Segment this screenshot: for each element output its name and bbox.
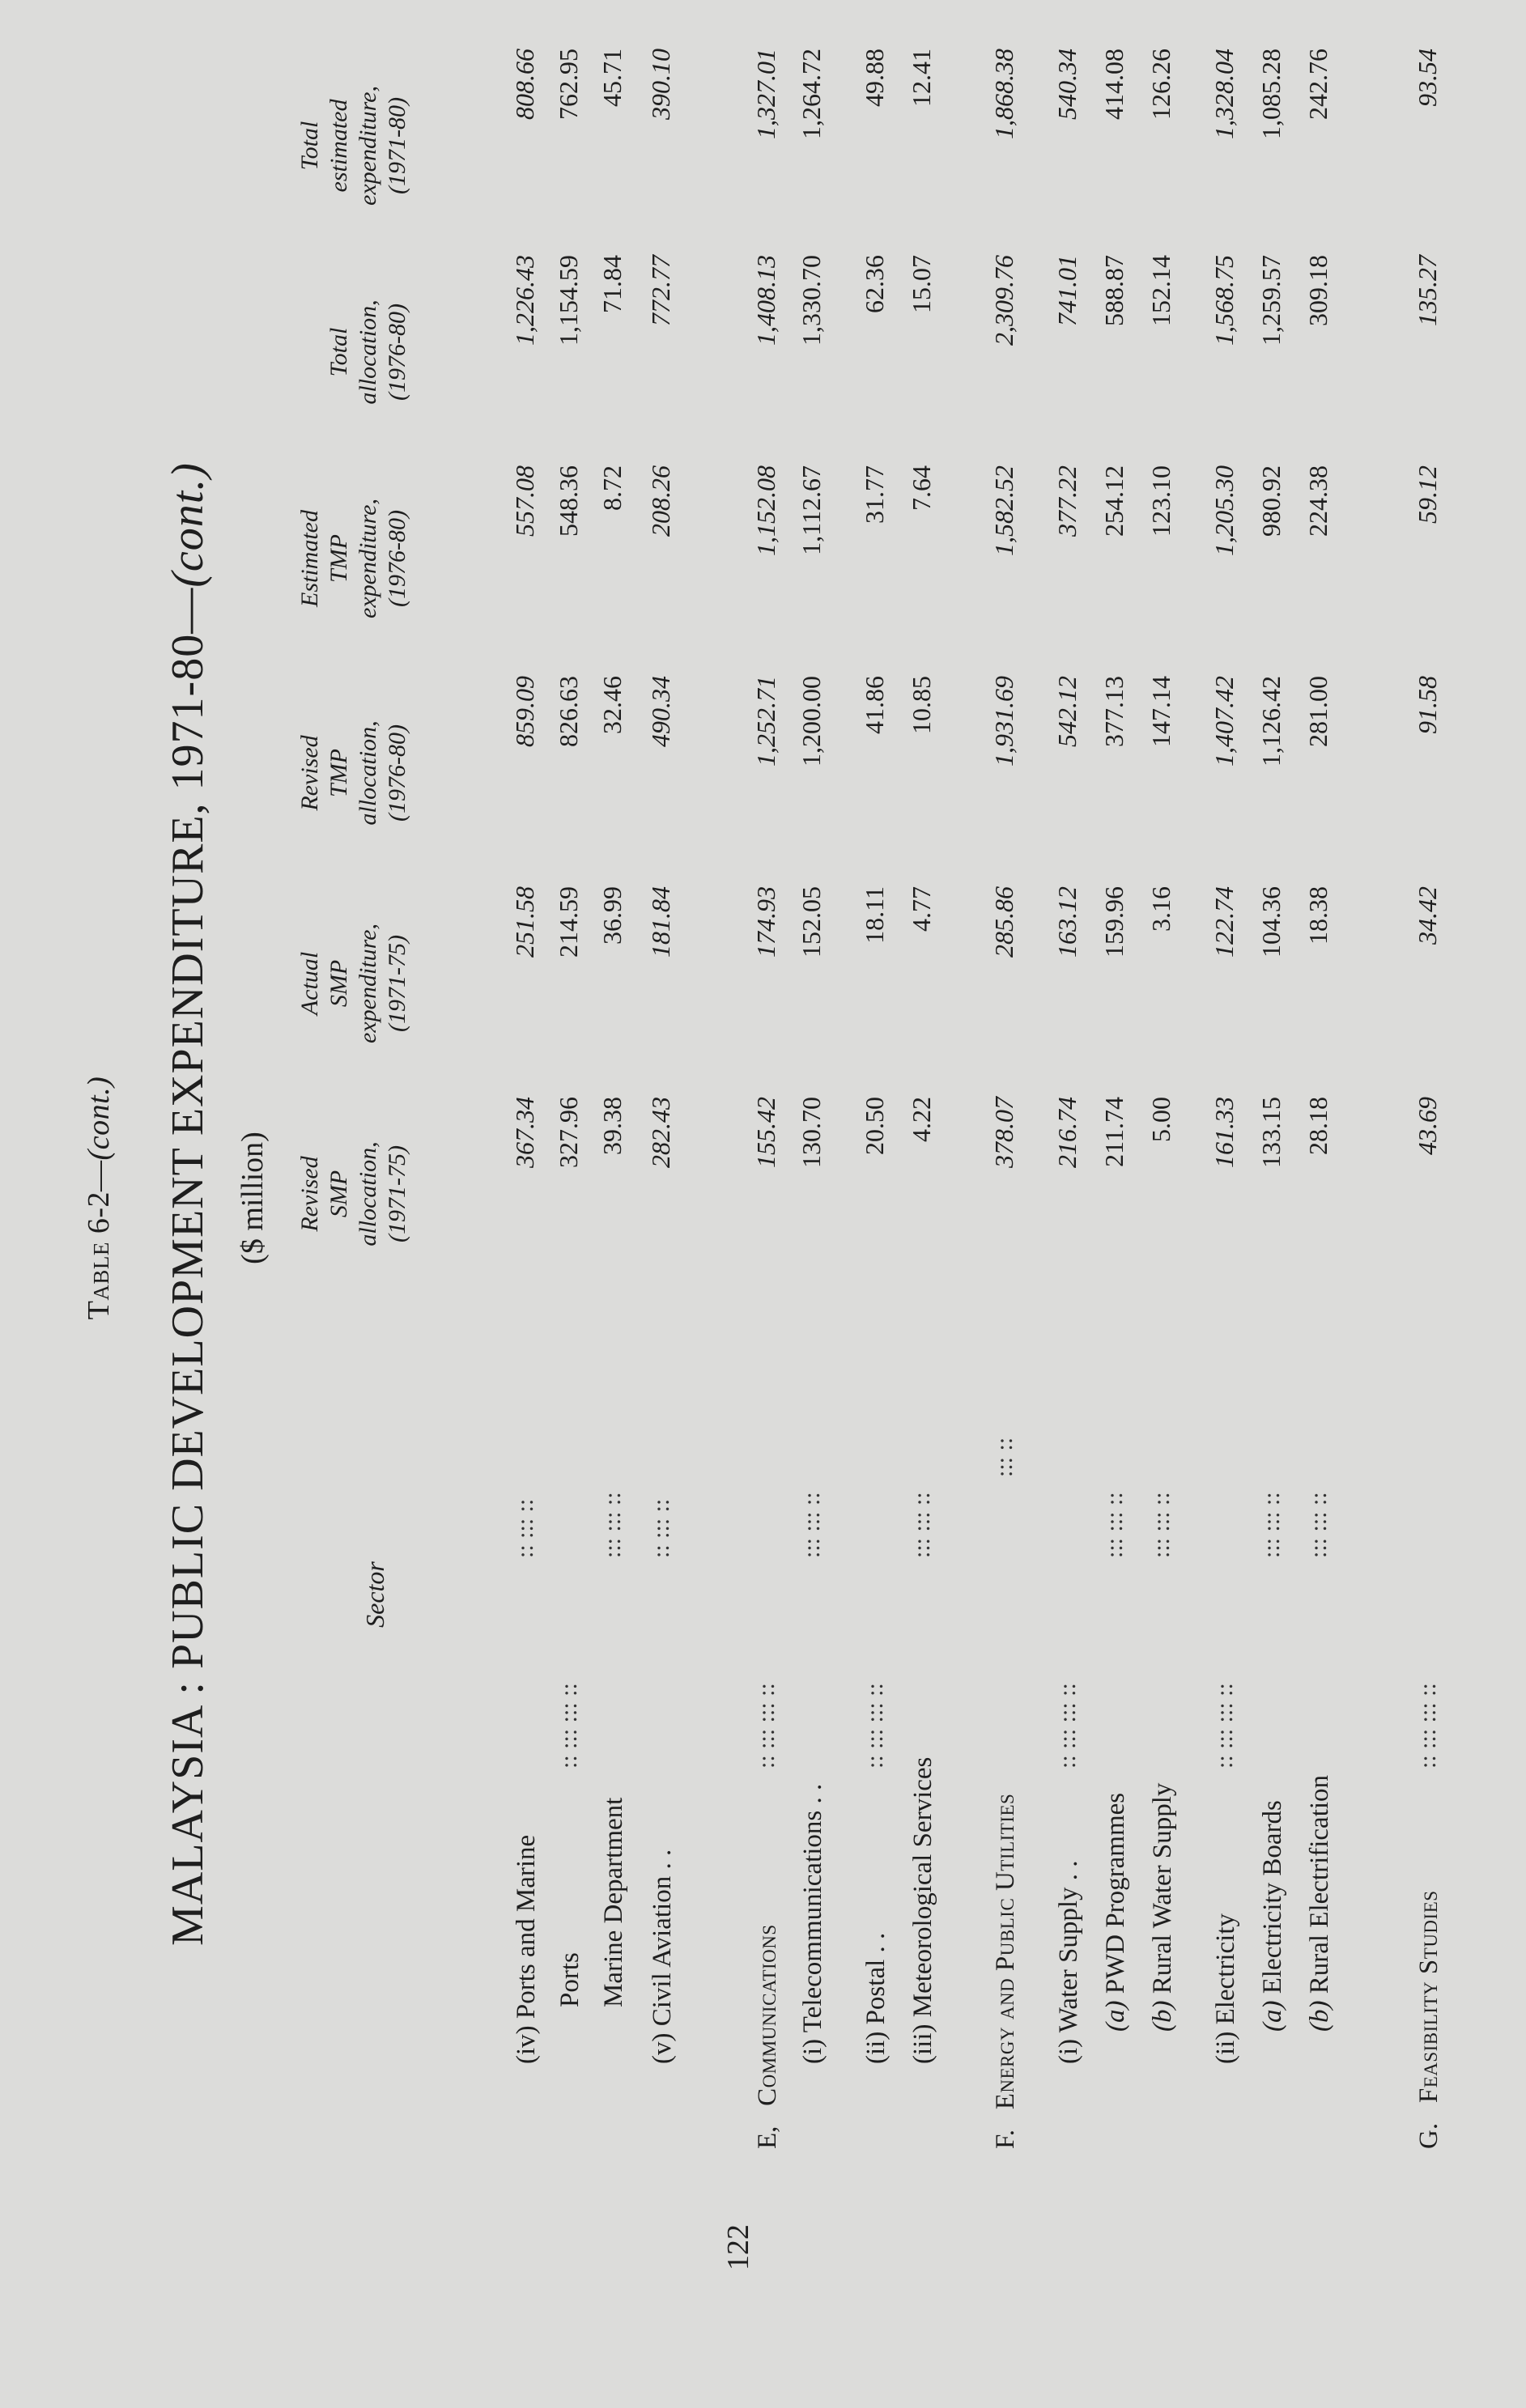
column-header-line: Total: [325, 327, 352, 377]
column-header-line: Actual: [296, 951, 323, 1016]
column-header-line: expenditure,: [355, 86, 381, 206]
cell-value: 147.14: [1146, 676, 1175, 747]
cell-value: 826.63: [554, 676, 583, 747]
cell-value: 980.92: [1256, 465, 1286, 537]
cell-value: 174.93: [751, 886, 780, 958]
cell-value: 163.12: [1052, 886, 1082, 958]
column-header-line: (1971-75): [384, 1145, 410, 1242]
cell-value: 859.09: [510, 676, 539, 747]
cell-value: 1,205.30: [1209, 465, 1239, 556]
cell-value: 45.71: [597, 49, 627, 107]
cell-value: 414.08: [1099, 49, 1129, 120]
cell-value: 282.43: [646, 1097, 675, 1168]
row-name: Electricity: [1211, 1913, 1240, 2025]
cell-value: 1,252.71: [751, 676, 780, 767]
cell-value: 135.27: [1413, 255, 1442, 326]
column-header-line: TMP: [325, 534, 352, 583]
leader-dots: ::: ::: ::: [908, 1492, 935, 1558]
row-prefix: (ii): [861, 2031, 891, 2064]
column-header-line: estimated: [325, 99, 352, 193]
cell-value: 181.84: [646, 886, 675, 958]
row-prefix: (b): [1305, 2000, 1334, 2032]
title-text: MALAYSIA : PUBLIC DEVELOPMENT EXPENDITURE, 1971-80—: [163, 587, 213, 1946]
cell-value: 126.26: [1146, 49, 1175, 120]
column-header-sector: Sector: [360, 1561, 389, 1628]
cell-value: 133.15: [1256, 1097, 1286, 1168]
cell-value: 540.34: [1052, 49, 1082, 120]
row-name: Meteorological Services: [908, 1756, 937, 2018]
unit-label: ($ million): [236, 1132, 270, 1264]
cell-value: 1,264.72: [797, 49, 826, 139]
row-label: [860, 1933, 892, 2064]
leader-dots: :: ::: ::: [512, 1498, 538, 1558]
column-header-line: Estimated: [296, 510, 323, 607]
cell-value: 123.10: [1146, 465, 1175, 537]
leader-dots: ::: ::: ::: [1101, 1492, 1128, 1558]
row-prefix: (b): [1148, 2000, 1177, 2032]
cell-value: 242.76: [1303, 49, 1333, 120]
cell-value: 18.11: [860, 886, 889, 944]
column-header-line: Total: [296, 121, 323, 171]
cell-value: 772.77: [646, 255, 675, 326]
cell-value: 1,408.13: [751, 255, 780, 346]
row-name: Water Supply . .: [1054, 1860, 1083, 2033]
cell-value: 155.42: [751, 1097, 780, 1168]
leader-dots: ::: ::: ::: [1305, 1492, 1332, 1558]
cell-value: 4.77: [907, 886, 936, 932]
column-header-total-allocation: [325, 255, 412, 449]
cell-value: 91.58: [1413, 676, 1442, 734]
cell-value: 327.96: [554, 1097, 583, 1168]
cell-value: 1,868.38: [989, 49, 1018, 139]
leader-dots: :: ::: ::: ::: [1414, 1683, 1441, 1769]
cell-value: 104.36: [1256, 886, 1286, 958]
row-label: [1052, 1860, 1085, 2064]
cell-value: 285.86: [989, 886, 1018, 958]
row-prefix: E,: [753, 2126, 782, 2149]
row-label: [554, 1952, 586, 2007]
cell-value: 557.08: [510, 465, 539, 537]
leader-dots: ::: ::: ::: [1258, 1492, 1285, 1558]
cell-value: 378.07: [989, 1097, 1018, 1168]
cell-value: 548.36: [554, 465, 583, 537]
cell-value: 490.34: [646, 676, 675, 747]
row-name: Ports and Marine: [512, 1834, 541, 2019]
cell-value: 377.22: [1052, 465, 1082, 537]
cell-value: 36.99: [597, 886, 627, 945]
cell-value: 309.18: [1303, 255, 1333, 326]
cell-value: 2,309.76: [989, 255, 1018, 346]
cell-value: 10.85: [907, 676, 936, 734]
cell-value: 1,085.28: [1256, 49, 1286, 139]
cell-value: 5.00: [1146, 1097, 1175, 1142]
column-header-line: (1976-80): [384, 304, 410, 401]
cell-value: 208.26: [646, 465, 675, 537]
column-header-line: TMP: [325, 749, 352, 797]
column-header-line: expenditure,: [355, 499, 381, 618]
column-header-actual-smp: [295, 886, 412, 1081]
row-name: Communications: [753, 1924, 782, 2106]
row-name: Energy and Public Utilities: [991, 1793, 1020, 2110]
cell-value: 7.64: [907, 465, 936, 511]
column-header-line: Revised: [296, 735, 323, 811]
cell-value: 1,330.70: [797, 255, 826, 346]
leader-dots: ::: ::: ::: [798, 1492, 825, 1558]
cell-value: 39.38: [597, 1097, 627, 1155]
cell-value: 251.58: [510, 886, 539, 958]
cell-value: 41.86: [860, 676, 889, 734]
column-header-revised-tmp: [295, 676, 412, 870]
column-header-line: Revised: [296, 1156, 323, 1232]
cell-value: 1,112.67: [797, 465, 826, 555]
column-header-line: (1976-80): [384, 724, 410, 822]
leader-dots: ::: ::: ::: [1148, 1492, 1175, 1558]
cell-value: 8.72: [597, 465, 627, 511]
cell-value: 122.74: [1209, 886, 1239, 958]
cell-value: 1,226.43: [510, 255, 539, 346]
table-number: 6-2—: [82, 1160, 116, 1242]
row-prefix: F.: [991, 2130, 1020, 2149]
cell-value: 1,259.57: [1256, 255, 1286, 346]
leader-dots: :: ::: ::: ::: [861, 1683, 888, 1769]
row-label: [597, 1798, 630, 2007]
column-header-line: (1971-80): [384, 97, 410, 194]
cell-value: 3.16: [1146, 886, 1175, 932]
leader-dots: :: ::: ::: ::: [1054, 1683, 1081, 1769]
row-name: Civil Aviation . .: [648, 1849, 677, 2027]
cell-value: 1,931.69: [989, 676, 1018, 767]
title-cont: (cont.): [163, 462, 213, 588]
row-label: [1209, 1913, 1242, 2064]
cell-value: 367.34: [510, 1097, 539, 1168]
row-label: [510, 1835, 542, 2064]
row-name: Feasibility Studies: [1414, 1890, 1443, 2104]
cell-value: 1,152.08: [751, 465, 780, 556]
column-header-line: (1976-80): [384, 510, 410, 607]
column-header-line: SMP: [325, 959, 352, 1008]
cell-value: 59.12: [1413, 465, 1442, 524]
cell-value: 588.87: [1099, 255, 1129, 326]
cell-value: 93.54: [1413, 49, 1442, 107]
leader-dots: :: ::: ::: ::: [1211, 1683, 1238, 1769]
row-label: [1303, 1775, 1336, 2032]
cell-value: 808.66: [510, 49, 539, 120]
column-header-line: expenditure,: [355, 924, 381, 1043]
cell-value: 161.33: [1209, 1097, 1239, 1168]
cell-value: 377.13: [1099, 676, 1129, 747]
table-cont: (cont.): [82, 1076, 116, 1161]
cell-value: 20.50: [860, 1097, 889, 1155]
row-name: PWD Programmes: [1101, 1792, 1130, 1994]
row-prefix: (v): [648, 2032, 677, 2064]
row-name: Ports: [555, 1952, 584, 2007]
column-header-line: allocation,: [355, 299, 381, 405]
row-prefix: (a): [1101, 2000, 1130, 2032]
cell-value: 741.01: [1052, 255, 1082, 326]
column-header-total-estimated: [295, 45, 412, 247]
cell-value: 18.38: [1303, 886, 1333, 945]
row-label: [907, 1757, 939, 2064]
cell-value: 49.88: [860, 49, 889, 107]
row-name: Marine Department: [599, 1797, 628, 2007]
page-number: 122: [721, 2224, 755, 2270]
cell-value: 1,154.59: [554, 255, 583, 346]
row-label: [646, 1850, 678, 2064]
cell-value: 216.74: [1052, 1097, 1082, 1168]
row-label: [1146, 1783, 1179, 2032]
row-prefix: (i): [1054, 2038, 1083, 2064]
cell-value: 1,328.04: [1209, 49, 1239, 139]
page-title: [162, 0, 214, 2408]
table-word: Table: [82, 1242, 116, 1320]
cell-value: 224.38: [1303, 465, 1333, 537]
cell-value: 762.95: [554, 49, 583, 120]
cell-value: 71.84: [597, 255, 627, 313]
row-label: [1413, 1890, 1445, 2149]
row-prefix: (iii): [908, 2024, 937, 2064]
column-header-line: allocation,: [355, 1141, 381, 1246]
cell-value: 281.00: [1303, 676, 1333, 747]
row-prefix: (i): [798, 2038, 827, 2064]
cell-value: 32.46: [597, 676, 627, 734]
cell-value: 211.74: [1099, 1097, 1129, 1167]
cell-value: 130.70: [797, 1097, 826, 1168]
column-header-estimated-tmp: [295, 457, 412, 660]
cell-value: 1,200.00: [797, 676, 826, 767]
leader-dots: :: ::: ::: ::: [555, 1683, 582, 1769]
column-header-line: SMP: [325, 1170, 352, 1218]
row-prefix: (ii): [1211, 2031, 1240, 2064]
cell-value: 159.96: [1099, 886, 1129, 958]
row-label: [797, 1784, 829, 2064]
row-prefix: G.: [1414, 2122, 1443, 2149]
cell-value: 152.05: [797, 886, 826, 958]
column-header-revised-smp: [295, 1097, 412, 1291]
column-header-line: allocation,: [355, 720, 381, 826]
row-name: Electricity Boards: [1258, 1800, 1287, 1994]
cell-value: 390.10: [646, 49, 675, 120]
leader-dots: ::: ::: [991, 1437, 1018, 1477]
row-label: [1099, 1793, 1132, 2032]
cell-value: 4.22: [907, 1097, 936, 1142]
column-header-line: (1971-75): [384, 935, 410, 1032]
cell-value: 12.41: [907, 49, 936, 107]
row-name: Rural Water Supply: [1148, 1782, 1177, 1994]
leader-dots: :: ::: ::: ::: [753, 1683, 780, 1769]
leader-dots: ::: ::: ::: [599, 1492, 626, 1558]
cell-value: 254.12: [1099, 465, 1129, 537]
row-label: [1256, 1800, 1289, 2032]
row-name: Postal . .: [861, 1932, 891, 2025]
row-prefix: (a): [1258, 2000, 1287, 2032]
cell-value: 152.14: [1146, 255, 1175, 326]
row-prefix: (iv): [512, 2025, 541, 2064]
cell-value: 15.07: [907, 255, 936, 313]
cell-value: 1,327.01: [751, 49, 780, 139]
cell-value: 1,568.75: [1209, 255, 1239, 346]
table-label: [81, 1008, 117, 1388]
leader-dots: :: ::: ::: [648, 1498, 674, 1558]
row-label: [751, 1924, 784, 2149]
cell-value: 542.12: [1052, 676, 1082, 747]
cell-value: 28.18: [1303, 1097, 1333, 1155]
cell-value: 62.36: [860, 255, 889, 313]
cell-value: 43.69: [1413, 1097, 1442, 1155]
row-name: Rural Electrification: [1305, 1774, 1334, 1994]
cell-value: 31.77: [860, 465, 889, 524]
cell-value: 214.59: [554, 886, 583, 958]
cell-value: 1,407.42: [1209, 676, 1239, 767]
row-name: Telecommunications . .: [798, 1783, 827, 2033]
cell-value: 1,126.42: [1256, 676, 1286, 767]
cell-value: 34.42: [1413, 886, 1442, 945]
cell-value: 1,582.52: [989, 465, 1018, 556]
row-label: [989, 1794, 1022, 2149]
